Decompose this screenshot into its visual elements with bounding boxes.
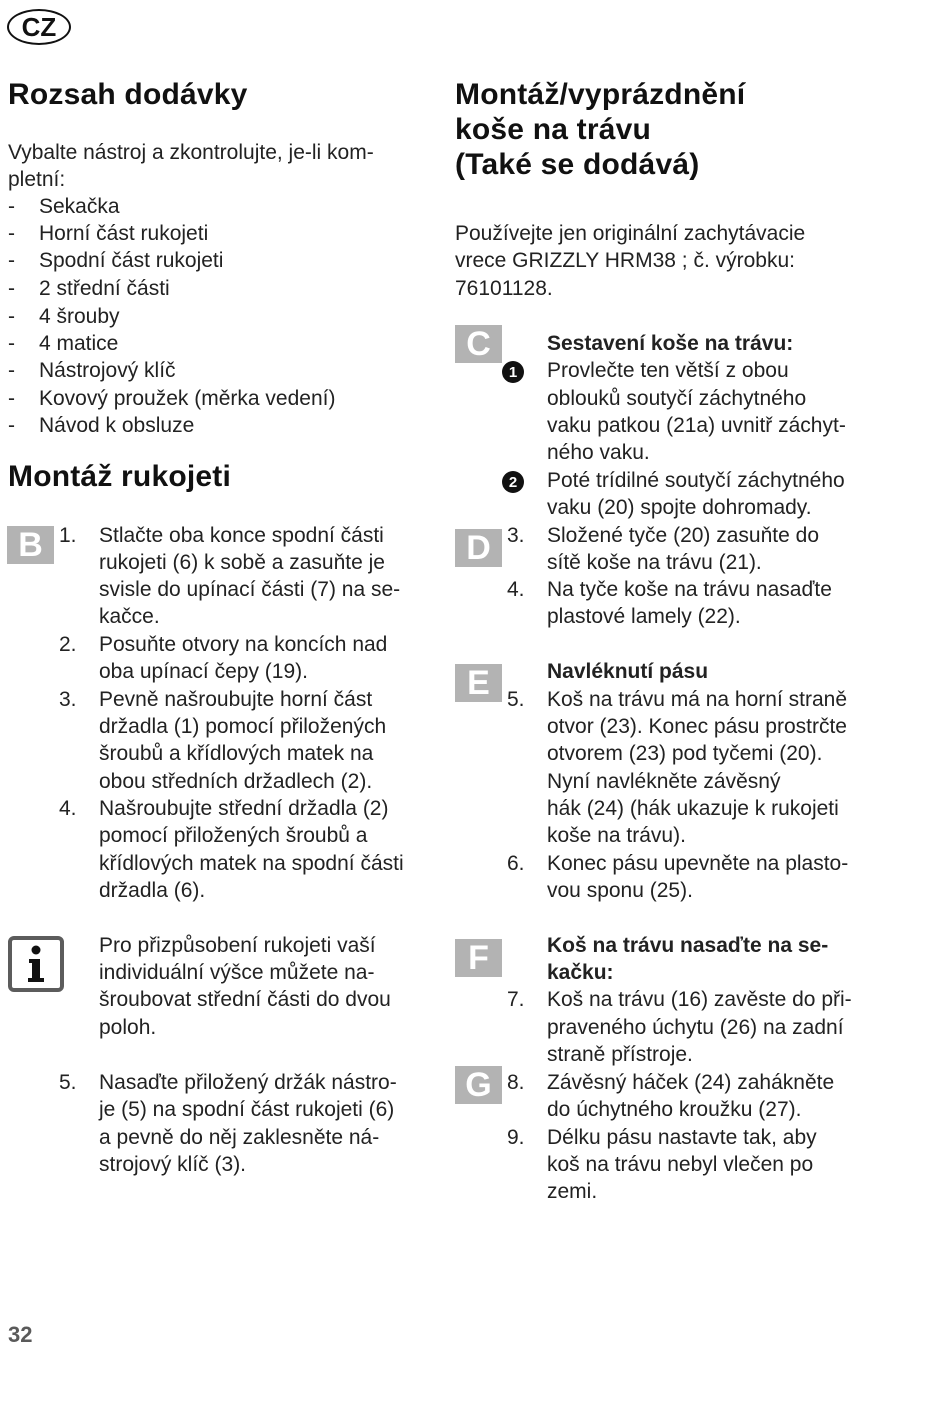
substep-text-line: ného vaku. <box>547 441 650 464</box>
step-text-line: plastové lamely (22). <box>547 605 741 628</box>
figure-ref-f-label: F <box>455 939 502 977</box>
list-dash: - <box>8 387 15 410</box>
list-item: Návod k obsluze <box>39 414 195 437</box>
figure-ref-c-label: C <box>455 325 502 363</box>
list-item: 4 šrouby <box>39 305 120 328</box>
step-text-line: straně přístroje. <box>547 1043 693 1066</box>
step-text-line: Stlačte oba konce spodní části <box>99 524 384 547</box>
step-text-line: držadla (1) pomocí přiložených <box>99 715 387 738</box>
step-number: 5. <box>59 1071 77 1094</box>
list-item: Nástrojový klíč <box>39 359 176 382</box>
scope-intro-line-2: pletní: <box>8 168 66 191</box>
scope-heading: Rozsah dodávky <box>8 78 248 111</box>
step-text-line: hák (24) (hák ukazuje k rukojeti <box>547 797 839 820</box>
note-text-line: šroubovat střední části do dvou <box>99 988 391 1011</box>
step-text-line: Našroubujte střední držadla (2) <box>99 797 389 820</box>
assembly-title: Sestavení koše na trávu: <box>547 332 794 355</box>
strap-title: Navléknutí pásu <box>547 660 709 683</box>
list-item: 4 matice <box>39 332 119 355</box>
step-text-line: sítě koše na trávu (21). <box>547 551 762 574</box>
list-dash: - <box>8 222 15 245</box>
list-dash: - <box>8 195 15 218</box>
step-text-line: pomocí přiložených šroubů a <box>99 824 368 847</box>
page-number: 32 <box>8 1322 33 1347</box>
list-dash: - <box>8 414 15 437</box>
step-number: 6. <box>507 852 525 875</box>
figure-ref-e-label: E <box>455 664 502 702</box>
grass-box-intro-line: vrece GRIZZLY HRM38 ; č. výrobku: <box>455 249 795 272</box>
note-text-line: Pro přizpůsobení rukojeti vaší <box>99 934 376 957</box>
list-dash: - <box>8 249 15 272</box>
substep-marker-1: 1 <box>502 361 524 383</box>
step-text-line: rukojeti (6) k sobě a zasuňte je <box>99 551 385 574</box>
step-text-line: oba upínací čepy (19). <box>99 660 308 683</box>
step-text-line: vou sponu (25). <box>547 879 693 902</box>
step-text-line: Na tyče koše na trávu nasaďte <box>547 578 832 601</box>
handle-heading: Montáž rukojeti <box>8 460 232 493</box>
figure-ref-g-label: G <box>455 1066 502 1104</box>
step-text-line: šroubů a křídlových matek na <box>99 742 374 765</box>
substep-text-line: vaku (20) spojte dohromady. <box>547 496 812 519</box>
step-text-line: Nasaďte přiložený držák nástro- <box>99 1071 397 1094</box>
step-text-line: a pevně do něj zaklesněte ná- <box>99 1126 380 1149</box>
step-text-line: Délku pásu nastavte tak, aby <box>547 1126 817 1149</box>
grass-box-heading-line: (Také se dodává) <box>455 148 700 181</box>
note-text-line: individuální výšce můžete na- <box>99 961 375 984</box>
list-dash: - <box>8 305 15 328</box>
step-text-line: je (5) na spodní část rukojeti (6) <box>99 1098 395 1121</box>
step-number: 9. <box>507 1126 525 1149</box>
list-item: 2 střední části <box>39 277 170 300</box>
step-text-line: svisle do upínací části (7) na se- <box>99 578 401 601</box>
substep-text-line: Provlečte ten větší z obou <box>547 359 789 382</box>
step-text-line: Koš na trávu má na horní straně <box>547 688 847 711</box>
step-text-line: koše na trávu). <box>547 824 686 847</box>
figure-ref-d-label: D <box>455 529 502 567</box>
list-item: Sekačka <box>39 195 120 218</box>
step-text-line: obou středních držadlech (2). <box>99 770 373 793</box>
step-text-line: Koš na trávu (16) zavěste do při- <box>547 988 852 1011</box>
step-text-line: do úchytného kroužku (27). <box>547 1098 802 1121</box>
step-text-line: kačce. <box>99 605 160 628</box>
step-text-line: otvorem (23) pod tyčemi (20). <box>547 742 823 765</box>
step-number: 2. <box>59 633 77 656</box>
grass-box-intro-line: 76101128. <box>455 277 553 300</box>
step-number: 3. <box>507 524 525 547</box>
scope-intro-line-1: Vybalte nástroj a zkontrolujte, je-li kom- <box>8 141 374 164</box>
step-number: 7. <box>507 988 525 1011</box>
step-text-line: strojový klíč (3). <box>99 1153 247 1176</box>
grass-box-heading-line: koše na trávu <box>455 113 652 146</box>
grass-box-intro-line: Používejte jen originální zachytávacie <box>455 222 806 245</box>
list-item: Horní část rukojeti <box>39 222 209 245</box>
grass-box-heading-line: Montáž/vyprázdnění <box>455 78 746 111</box>
list-dash: - <box>8 332 15 355</box>
step-text-line: zemi. <box>547 1180 598 1203</box>
step-text-line: praveného úchytu (26) na zadní <box>547 1016 844 1039</box>
note-text-line: poloh. <box>99 1016 157 1039</box>
attach-title-line: kačku: <box>547 961 614 984</box>
info-icon <box>8 936 64 992</box>
step-text-line: koš na trávu nebyl vlečen po <box>547 1153 814 1176</box>
list-item: Spodní část rukojeti <box>39 249 224 272</box>
step-text-line: Složené tyče (20) zasuňte do <box>547 524 819 547</box>
substep-marker-2: 2 <box>502 471 524 493</box>
step-number: 3. <box>59 688 77 711</box>
step-number: 4. <box>507 578 525 601</box>
step-text-line: Nyní navlékněte závěsný <box>547 770 781 793</box>
list-dash: - <box>8 277 15 300</box>
figure-ref-b-label: B <box>7 526 54 564</box>
step-text-line: Posuňte otvory na koncích nad <box>99 633 388 656</box>
step-text-line: Závěsný háček (24) zahákněte <box>547 1071 835 1094</box>
step-text-line: Konec pásu upevněte na plasto- <box>547 852 849 875</box>
step-text-line: otvor (23). Konec pásu prostrčte <box>547 715 847 738</box>
attach-title-line: Koš na trávu nasaďte na se- <box>547 934 829 957</box>
substep-text-line: Poté trídilné soutyčí záchytného <box>547 469 845 492</box>
step-text-line: Pevně našroubujte horní část <box>99 688 373 711</box>
step-text-line: držadla (6). <box>99 879 206 902</box>
step-number: 5. <box>507 688 525 711</box>
language-badge: CZ <box>7 9 71 45</box>
step-number: 4. <box>59 797 77 820</box>
step-number: 1. <box>59 524 77 547</box>
substep-text-line: oblouků soutyčí záchytného <box>547 387 807 410</box>
substep-text-line: vaku patkou (21a) uvnitř záchyt- <box>547 414 846 437</box>
step-text-line: křídlových matek na spodní části <box>99 852 404 875</box>
list-dash: - <box>8 359 15 382</box>
step-number: 8. <box>507 1071 525 1094</box>
list-item: Kovový proužek (měrka vedení) <box>39 387 336 410</box>
